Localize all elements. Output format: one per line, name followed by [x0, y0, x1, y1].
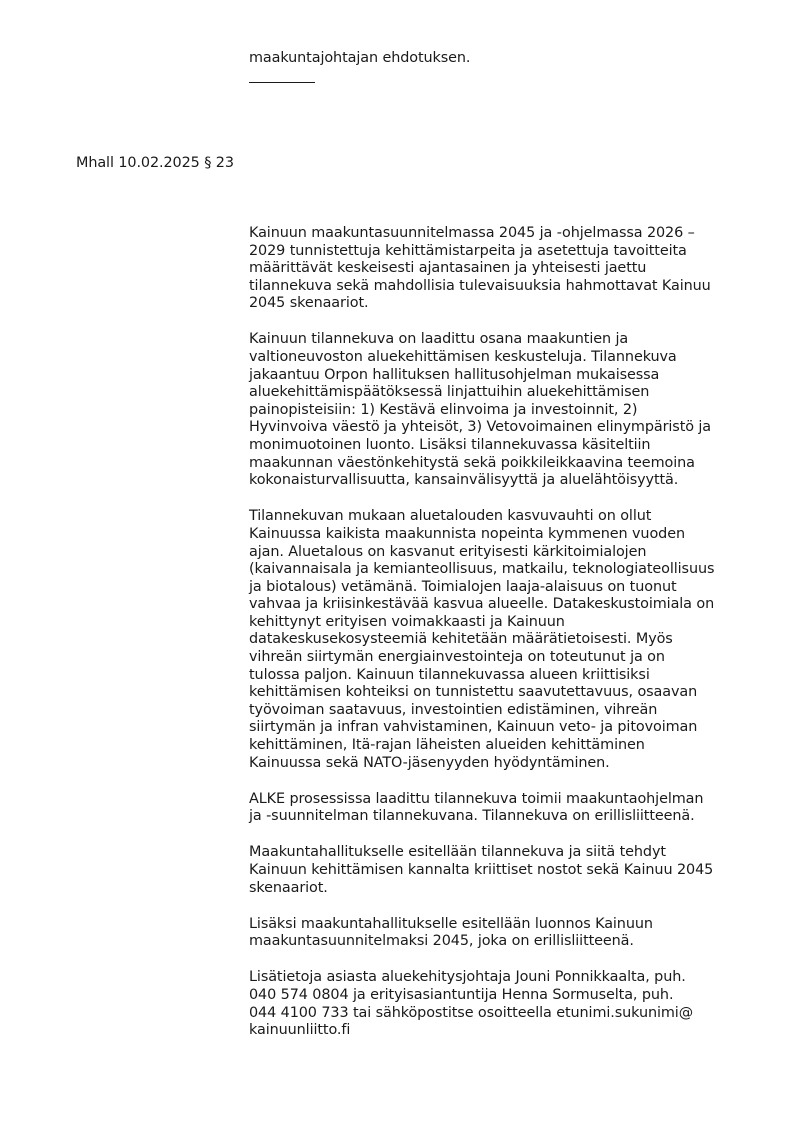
continuation-text: maakuntajohtajan ehdotuksen. — [249, 50, 471, 66]
paragraph-line: määrittävät keskeisesti ajantasainen ja yhteisesti jaettu — [249, 260, 647, 277]
paragraph-line: kokonaisturvallisuutta, kansainvälisyyttä ja aluelähtöisyyttä. — [249, 472, 679, 489]
paragraph-line: ja biotalous) vetämänä. Toimialojen laaja-alaisuus on tuonut — [249, 578, 677, 595]
paragraph-line: valtioneuvoston aluekehittämisen keskusteluja. Tilannekuva — [249, 349, 677, 366]
paragraph-line: vahvaa ja kriisinkestävää kasvua alueelle. Datakeskustoimiala on — [249, 596, 715, 613]
paragraph-line: painopisteisiin: 1) Kestävä elinvoima ja investoinnit, 2) — [249, 401, 638, 418]
paragraph-line: Maakuntahallitukselle esitellään tilannekuva ja siitä tehdyt — [249, 844, 666, 861]
paragraph-line: ALKE prosessissa laadittu tilannekuva toimii maakuntaohjelman — [249, 790, 704, 807]
paragraph-line: (kaivannaisala ja kemianteollisuus, matkailu, teknologiateollisuus — [249, 561, 715, 578]
paragraph-line: monimuotoinen luonto. Lisäksi tilannekuvassa käsiteltiin — [249, 437, 651, 454]
paragraph-line: Kainuussa kaikista maakunnista nopeinta kymmenen vuoden — [249, 525, 685, 542]
paragraph-line: 040 574 0804 ja erityisasiantuntija Henna Sormuselta, puh. — [249, 986, 674, 1003]
body-paragraph — [249, 225, 737, 313]
paragraph-line: ja -suunnitelman tilannekuvana. Tilannekuva on erillisliitteenä. — [249, 808, 695, 825]
paragraph-line: siirtymän ja infran vahvistaminen, Kainuun veto- ja pitovoiman — [249, 719, 698, 736]
body-paragraph — [249, 331, 737, 489]
paragraph-line: jakaantuu Orpon hallituksen hallitusohjelman mukaisessa — [249, 366, 660, 383]
meeting-reference: Mhall 10.02.2025 § 23 — [76, 155, 234, 171]
document-body — [249, 225, 737, 1058]
paragraph-line: datakeskusekosysteemiä kehitetään määrätietoisesti. Myös — [249, 631, 673, 648]
paragraph-line: kehittäminen, Itä-rajan läheisten alueiden kehittäminen — [249, 737, 645, 754]
paragraph-line: 044 4100 733 tai sähköpostitse osoitteella etunimi.sukunimi@ — [249, 1004, 693, 1021]
paragraph-line: vihreän siirtymän energiainvestointeja on toteutunut ja on — [249, 649, 665, 666]
paragraph-line: skenaariot. — [249, 879, 328, 896]
paragraph-line: 2029 tunnistettuja kehittämistarpeita ja asetettuja tavoitteita — [249, 242, 687, 259]
paragraph-line: aluekehittämispäätöksessä linjattuihin aluekehittämisen — [249, 384, 650, 401]
paragraph-line: tulossa paljon. Kainuun tilannekuvassa alueen kriittisiksi — [249, 666, 650, 683]
paragraph-line: Lisäksi maakuntahallitukselle esitellään luonnos Kainuun — [249, 915, 653, 932]
paragraph-line: Lisätietoja asiasta aluekehitysjohtaja Jouni Ponnikkaalta, puh. — [249, 969, 686, 986]
paragraph-line: kainuunliitto.fi — [249, 1022, 351, 1039]
body-paragraph — [249, 969, 737, 1039]
paragraph-line: tilannekuva sekä mahdollisia tulevaisuuksia hahmottavat Kainuu — [249, 277, 711, 294]
paragraph-line: Kainuun kehittämisen kannalta kriittiset nostot sekä Kainuu 2045 — [249, 862, 714, 878]
body-paragraph — [249, 844, 737, 897]
paragraph-line: ajan. Aluetalous on kasvanut erityisesti kärkitoimialojen — [249, 543, 647, 560]
body-paragraph — [249, 791, 737, 826]
signature-rule — [249, 82, 315, 83]
body-paragraph — [249, 916, 737, 951]
paragraph-line: kehittynyt erityisen voimakkaasti ja Kainuun — [249, 613, 565, 630]
paragraph-line: 2045 skenaariot. — [249, 295, 369, 312]
paragraph-line: maakunnan väestönkehitystä sekä poikkileikkaavina teemoina — [249, 454, 695, 471]
paragraph-line: Tilannekuvan mukaan aluetalouden kasvuvauhti on ollut — [249, 508, 652, 525]
paragraph-line: Kainuun maakuntasuunnitelmassa 2045 ja -ohjelmassa 2026 – — [249, 225, 695, 241]
body-paragraph — [249, 508, 737, 772]
paragraph-line: Kainuussa sekä NATO-jäsenyyden hyödyntäminen. — [249, 754, 610, 771]
paragraph-line: maakuntasuunnitelmaksi 2045, joka on erillisliitteenä. — [249, 933, 634, 950]
paragraph-line: Hyvinvoiva väestö ja yhteisöt, 3) Vetovoimainen elinympäristö ja — [249, 419, 712, 436]
paragraph-line: kehittämisen kohteiksi on tunnistettu saavutettavuus, osaavan — [249, 684, 698, 701]
paragraph-line: Kainuun tilannekuva on laadittu osana maakuntien ja — [249, 331, 629, 348]
paragraph-line: työvoiman saatavuus, investointien edistäminen, vihreän — [249, 701, 658, 718]
